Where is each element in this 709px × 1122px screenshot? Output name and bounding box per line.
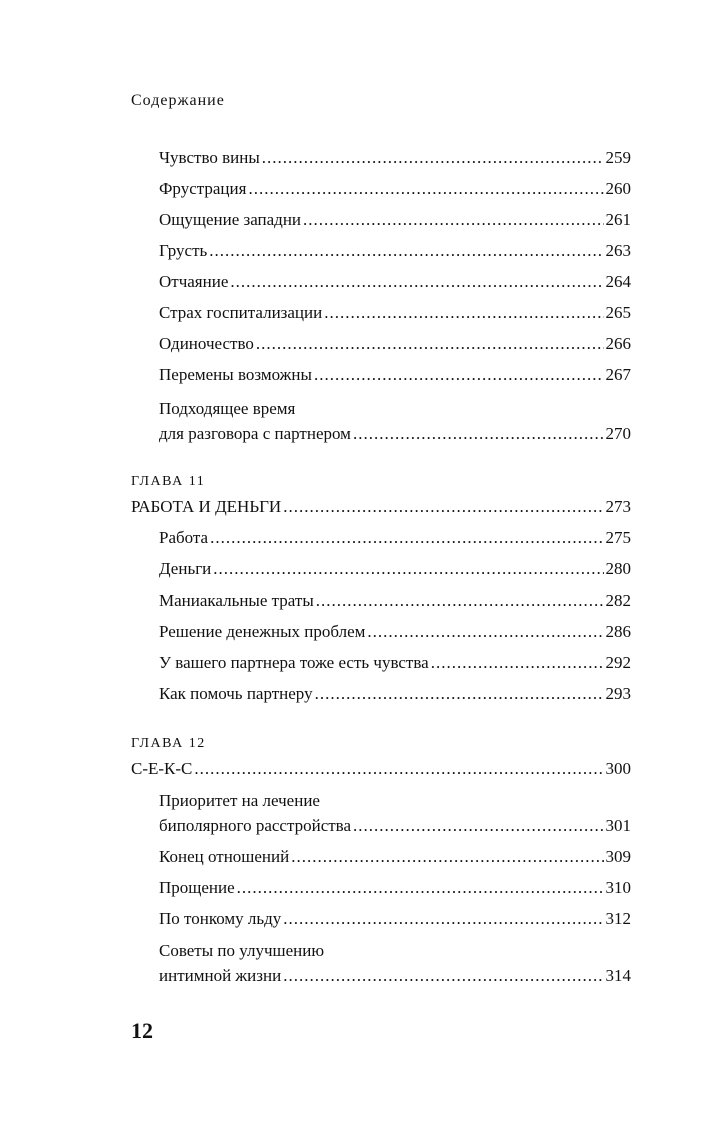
toc-entry: [159, 525, 631, 550]
toc-entry: [159, 844, 631, 869]
toc-entry-page: 314: [605, 966, 631, 985]
toc-entry-title: Ощущение западни: [159, 210, 302, 229]
toc-entry-title-line1: Советы по улучшению: [159, 941, 325, 960]
toc-entry-page: 264: [605, 272, 631, 291]
leader-dots: [431, 650, 604, 675]
toc-entry-page: 282: [605, 591, 631, 610]
leader-dots: [209, 238, 603, 263]
chapter-title-entry: [131, 494, 631, 519]
toc-entry: [159, 556, 631, 581]
toc-entry-title: Перемены возможны: [159, 365, 312, 384]
toc-entry-title: Одиночество: [159, 334, 254, 353]
toc-entry-title-line2: биполярного расстройства: [159, 816, 352, 835]
leader-dots: [230, 269, 603, 294]
toc-entry-page: 270: [605, 424, 631, 443]
toc-entry-page: 309: [605, 847, 631, 866]
toc-entry: [159, 145, 631, 170]
leader-dots: [213, 556, 603, 581]
leader-dots: [262, 145, 604, 170]
toc-entry: [159, 588, 631, 613]
toc-entry-page: 286: [605, 622, 631, 641]
leader-dots: [303, 207, 603, 232]
chapter-page: 273: [605, 497, 631, 516]
toc-entry-title: Работа: [159, 528, 209, 547]
toc-entry: [159, 906, 631, 931]
toc-entry-title: Как помочь партнеру: [159, 684, 313, 703]
chapter-title: РАБОТА И ДЕНЬГИ: [131, 497, 282, 516]
toc-entry-page: 260: [605, 179, 631, 198]
toc-entry-title: Чувство вины: [159, 148, 260, 167]
toc-entry: [159, 238, 631, 263]
chapter-title-entry: [131, 756, 631, 781]
toc-entry-page: 265: [605, 303, 631, 322]
chapter-title: С-Е-К-С: [131, 759, 193, 778]
toc-entry: [159, 875, 631, 900]
chapter-page: 300: [605, 759, 631, 778]
leader-dots: [353, 813, 603, 838]
toc-entry: [159, 650, 631, 675]
leader-dots: [314, 362, 604, 387]
leader-dots: [256, 331, 604, 356]
toc-entry-title: У вашего партнера тоже есть чувства: [159, 653, 429, 672]
toc-entry-title: Прощение: [159, 878, 235, 897]
toc-entry-page: 280: [605, 559, 631, 578]
leader-dots: [283, 963, 603, 988]
toc-entry-title: Деньги: [159, 559, 212, 578]
toc-entry-title-line1: Приоритет на лечение: [159, 791, 320, 810]
chapter-label: ГЛАВА 11: [131, 474, 206, 489]
toc-entry-title-line1: Подходящее время: [159, 399, 296, 418]
toc-entry-page: 292: [605, 653, 631, 672]
leader-dots: [248, 176, 603, 201]
toc-entry-title: Отчаяние: [159, 272, 229, 291]
toc-entry: [159, 619, 631, 644]
toc-entry-page: 312: [605, 909, 631, 928]
toc-entry-title-line2: интимной жизни: [159, 966, 282, 985]
toc-entry-page: 267: [605, 365, 631, 384]
toc-entry: [159, 362, 631, 387]
toc-entry-title: Грусть: [159, 241, 208, 260]
leader-dots: [315, 681, 604, 706]
toc-entry-title: Решение денежных проблем: [159, 622, 366, 641]
toc-entry-multiline: [159, 396, 631, 446]
toc-entry-page: 275: [605, 528, 631, 547]
chapter-label: ГЛАВА 12: [131, 736, 206, 751]
leader-dots: [283, 494, 603, 519]
leader-dots: [237, 875, 604, 900]
toc-entry-page: 301: [605, 816, 631, 835]
toc-entry-title: По тонкому льду: [159, 909, 282, 928]
toc-entry-multiline: [159, 938, 631, 988]
toc-entry-title: Конец отношений: [159, 847, 290, 866]
leader-dots: [283, 906, 603, 931]
leader-dots: [210, 525, 603, 550]
toc-entry: [159, 300, 631, 325]
toc-entry-title: Маниакальные траты: [159, 591, 314, 610]
toc-entry: [159, 681, 631, 706]
leader-dots: [324, 300, 603, 325]
page-number: 12: [131, 1018, 153, 1043]
leader-dots: [353, 421, 604, 446]
toc-entry-page: 310: [605, 878, 631, 897]
leader-dots: [367, 619, 603, 644]
leader-dots: [291, 844, 603, 869]
leader-dots: [316, 588, 604, 613]
toc-entry-page: 266: [605, 334, 631, 353]
toc-entry-multiline: [159, 788, 631, 838]
toc-entry: [159, 269, 631, 294]
toc-entry-page: 261: [605, 210, 631, 229]
toc-entry: [159, 176, 631, 201]
toc-entry-title: Фрустрация: [159, 179, 247, 198]
toc-entry-page: 263: [605, 241, 631, 260]
running-header: Содержание: [131, 92, 225, 109]
toc-entry: [159, 331, 631, 356]
toc-entry-page: 293: [605, 684, 631, 703]
toc-entry: [159, 207, 631, 232]
toc-entry-page: 259: [605, 148, 631, 167]
toc-entry-title-line2: для разговора с партнером: [159, 424, 351, 443]
toc-entry-title: Страх госпитализации: [159, 303, 323, 322]
leader-dots: [194, 756, 603, 781]
